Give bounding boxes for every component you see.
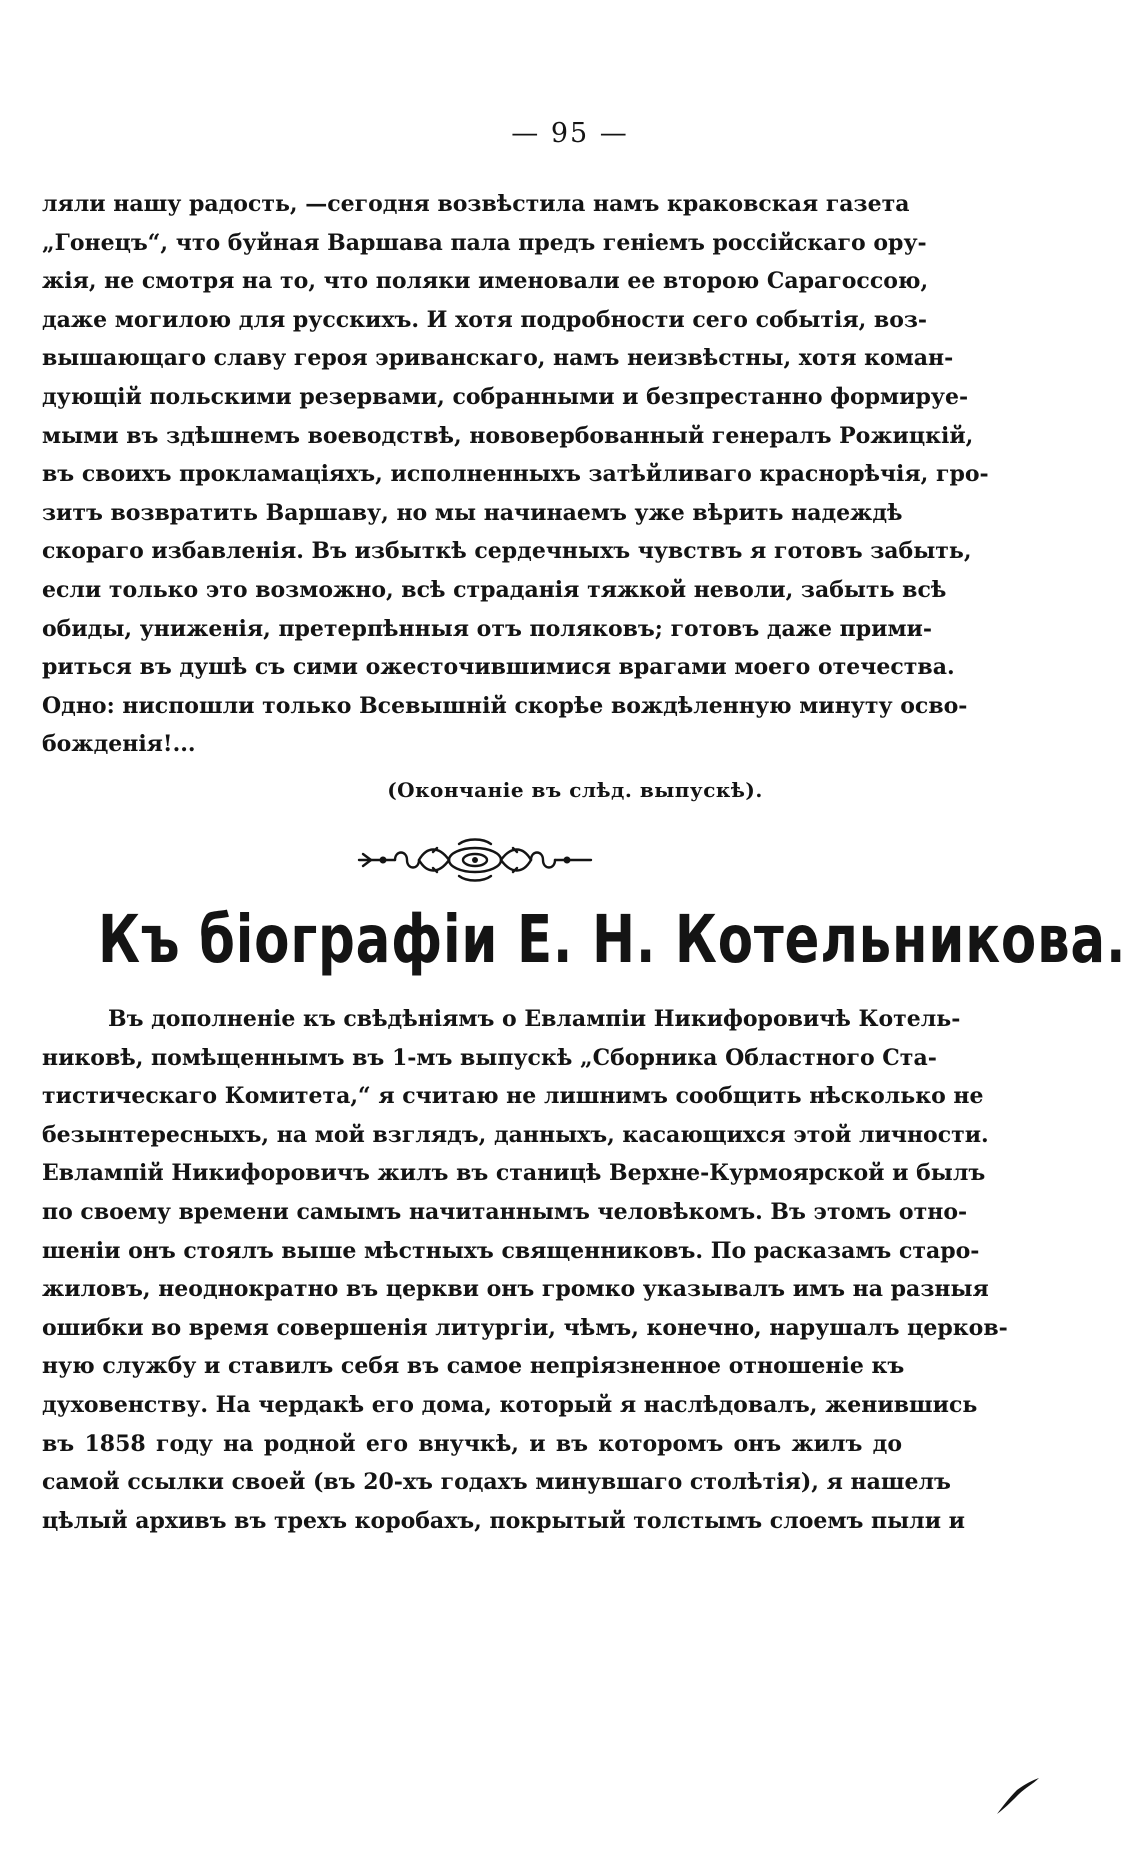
text-line: ную службу и ставилъ себя въ самое непріязненное отношеніе къ xyxy=(42,1353,905,1380)
text-line: жія, не смотря на то, что поляки именовали ее второю Сарагоссою, xyxy=(42,268,929,295)
article-paragraph xyxy=(42,1000,1008,1540)
text-line: въ своихъ прокламаціяхъ, исполненныхъ затѣйливаго краснорѣчія, гро- xyxy=(42,461,989,488)
text-line: жиловъ, неоднократно въ церкви онъ громко указывалъ имъ на разныя xyxy=(42,1276,989,1303)
text-line: божденія!... xyxy=(42,731,196,758)
text-line: духовенству. На чердакѣ его дома, который я наслѣдовалъ, женившись xyxy=(42,1391,978,1418)
text-line: самой ссылки своей (въ 20-хъ годахъ минувшаго столѣтія), я нашелъ xyxy=(42,1469,951,1496)
text-line: зитъ возвратить Варшаву, но мы начинаемъ уже вѣрить надеждѣ xyxy=(42,499,903,526)
text-line: ошибки во время совершенія литургіи, чѣмъ, конечно, нарушалъ церков- xyxy=(42,1314,1008,1341)
text-line: дующій польскими резервами, собранными и безпрестанно формируе- xyxy=(42,383,969,410)
text-line: „Гонецъ“, что буйная Варшава пала предъ геніемъ россійскаго ору- xyxy=(42,229,927,256)
text-line: Одно: ниспошли только Всевышній скорѣе вождѣленную минуту осво- xyxy=(42,692,968,719)
text-line: цѣлый архивъ въ трехъ коробахъ, покрытый толстымъ слоемъ пыли и xyxy=(42,1507,965,1534)
text-line: Евлампій Никифоровичъ жилъ въ станицѣ Верхне-Курмоярской и былъ xyxy=(42,1160,986,1187)
text-line: по своему времени самымъ начитаннымъ человѣкомъ. Въ этомъ отно- xyxy=(42,1198,968,1225)
text-line: если только это возможно, всѣ страданія тяжкой неволи, забыть всѣ xyxy=(42,576,947,603)
ornament-divider-icon xyxy=(355,838,595,882)
continued-note: (Окончаніе въ слѣд. выпускѣ). xyxy=(387,778,763,802)
text-line: риться въ душѣ съ сими ожесточившимися врагами моего отечества. xyxy=(42,654,955,681)
text-line: никовѣ, помѣщеннымъ въ 1-мъ выпускѣ „Сборника Областного Ста- xyxy=(42,1044,937,1071)
text-line: скораго избавленія. Въ избыткѣ сердечныхъ чувствъ я готовъ забыть, xyxy=(42,538,972,565)
text-line: въ 1858 году на родной его внучкѣ, и въ которомъ онъ жилъ до xyxy=(42,1430,902,1457)
ink-mark-icon xyxy=(995,1776,1041,1816)
text-line: безынтересныхъ, на мой взглядъ, данныхъ, касающихся этой личности. xyxy=(42,1121,989,1148)
text-line: шеніи онъ стоялъ выше мѣстныхъ священниковъ. По расказамъ старо- xyxy=(42,1237,980,1264)
page-number: — 95 — xyxy=(511,118,629,149)
text-line: обиды, униженія, претерпѣнныя отъ поляковъ; готовъ даже прими- xyxy=(42,615,933,642)
article-title: Къ біографіи Е. Н. Котельникова. xyxy=(98,901,1127,978)
text-line: вышающаго славу героя эриванскаго, намъ неизвѣстны, хотя коман- xyxy=(42,345,954,372)
text-line: Въ дополненіе къ свѣдѣніямъ о Евлампіи Никифоровичѣ Котель- xyxy=(108,1006,961,1032)
text-line: ляли нашу радость, —сегодня возвѣстила намъ краковская газета xyxy=(42,191,910,217)
text-line: тистическаго Комитета,“ я считаю не лишнимъ сообщить нѣсколько не xyxy=(42,1083,984,1110)
paragraph-continuation xyxy=(42,185,989,764)
text-line: мыми въ здѣшнемъ воеводствѣ, нововербованный генералъ Рожицкій, xyxy=(42,422,974,449)
text-line: даже могилою для русскихъ. И хотя подробности сего событія, воз- xyxy=(42,306,928,333)
